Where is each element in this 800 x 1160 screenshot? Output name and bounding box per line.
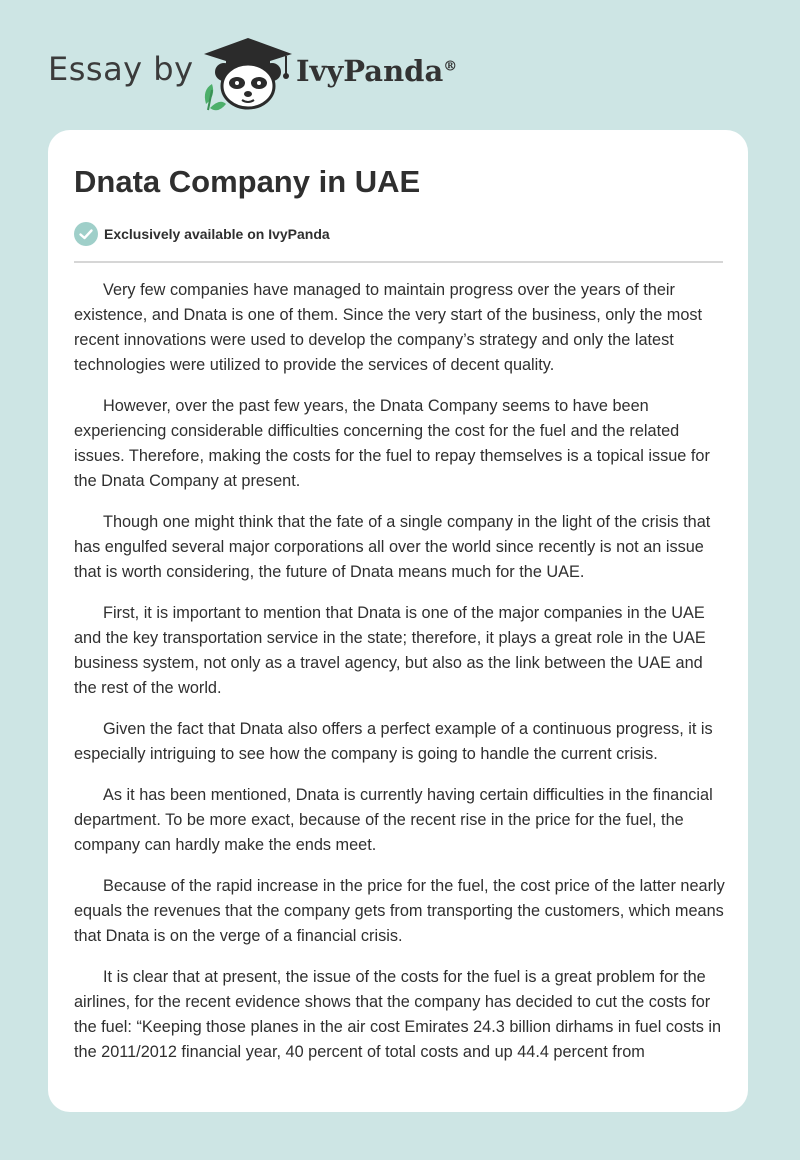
essay-by-label: Essay by <box>48 50 194 88</box>
divider <box>74 261 723 263</box>
brand-name[interactable] <box>296 54 457 88</box>
paragraph: As it has been mentioned, Dnata is currently having certain difficulties in the financial department. To be more exact, because of the recent rise in the price for the fuel, the company can hardly make the ends meet. <box>74 786 713 854</box>
page-title: Dnata Company in UAE <box>74 164 421 199</box>
registered-mark: ® <box>443 58 458 75</box>
essay-body <box>74 278 726 1081</box>
exclusive-badge <box>74 222 330 246</box>
paragraph: Because of the rapid increase in the price for the fuel, the cost price of the latter nearly equals the revenues that the company gets from transporting the customers, which means that Dnata is on the verge of a financial crisis. <box>74 877 725 945</box>
brand-label: IvyPanda <box>296 54 444 88</box>
paragraph: Very few companies have managed to maintain progress over the years of their existence, and Dnata is one of them. Since the very start of the business, only the most recent innovations were used to develop the company’s strategy and only the latest technologies were utilized to provide the services of decent quality. <box>74 281 703 374</box>
essay-card <box>48 130 748 1112</box>
panda-graduate-icon[interactable] <box>200 34 296 114</box>
paragraph: However, over the past few years, the Dnata Company seems to have been experiencing considerable difficulties concerning the cost for the fuel and the related issues. Therefore, making the costs for the fuel to repay themselves is a topical issue for the Dnata Company at present. <box>74 397 710 490</box>
paragraph: First, it is important to mention that Dnata is one of the major companies in the UAE and the key transportation service in the state; therefore, it plays a great role in the UAE business system, not only as a travel agency, but also as the link between the UAE and the rest of the world. <box>74 604 706 697</box>
check-circle-icon <box>74 222 98 246</box>
exclusive-label: Exclusively available on IvyPanda <box>104 226 330 242</box>
paragraph: Though one might think that the fate of a single company in the light of the crisis that has engulfed several major corporations all over the world since recently is not an issue that is worth considering, the future of Dnata means much for the UAE. <box>74 513 711 581</box>
paragraph: It is clear that at present, the issue of the costs for the fuel is a great problem for the airlines, for the recent evidence shows that the company has decided to cut the costs for the fuel: “Keeping those planes in the air cost Emirates 24.3 billion dirhams in fuel costs in the 2011/2012 financial year, 40 percent of total costs and up 44.4 percent from <box>74 968 722 1061</box>
paragraph: Given the fact that Dnata also offers a perfect example of a continuous progress, it is especially intriguing to see how the company is going to handle the current crisis. <box>74 720 713 763</box>
site-header <box>48 28 508 108</box>
